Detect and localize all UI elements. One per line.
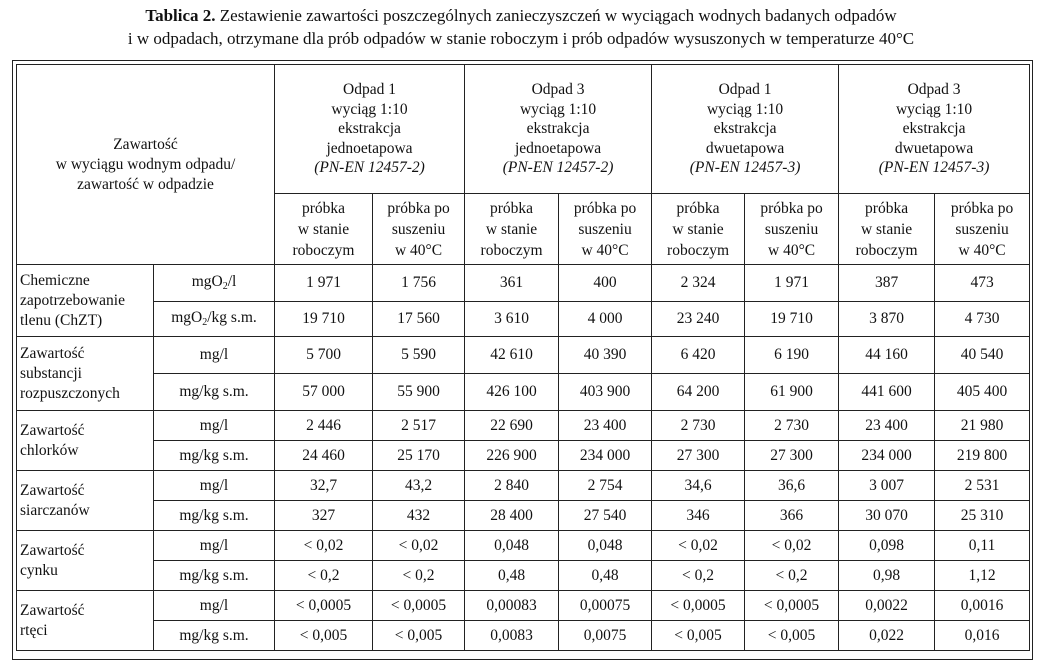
value-cell: 2 730 (652, 411, 745, 441)
value-cell: 3 870 (839, 302, 935, 337)
unit-cell: mg/l (154, 531, 275, 561)
unit-cell: mg/kg s.m. (154, 441, 275, 471)
value-cell: 1 756 (373, 265, 465, 302)
subheader-dried-40c: próbka po suszeniu w 40°C (935, 194, 1030, 265)
value-cell: 0,00083 (465, 591, 559, 621)
value-cell: 27 300 (745, 441, 839, 471)
subheader-working-state: próbka w stanie roboczym (465, 194, 559, 265)
group-header: Odpad 3 wyciąg 1:10 ekstrakcja dwuetapowa (PN-EN 12457-3) (839, 65, 1030, 194)
parameter-label: Zawartość cynku (17, 531, 154, 591)
value-cell: 441 600 (839, 374, 935, 411)
value-cell: 32,7 (275, 471, 373, 501)
value-cell: 405 400 (935, 374, 1030, 411)
value-cell: 432 (373, 501, 465, 531)
value-cell: 42 610 (465, 337, 559, 374)
value-cell: < 0,02 (275, 531, 373, 561)
unit-cell: mg/kg s.m. (154, 501, 275, 531)
value-cell: 403 900 (559, 374, 652, 411)
value-cell: 0,48 (465, 561, 559, 591)
value-cell: < 0,2 (275, 561, 373, 591)
value-cell: 6 420 (652, 337, 745, 374)
value-cell: 27 540 (559, 501, 652, 531)
value-cell: 361 (465, 265, 559, 302)
value-cell: < 0,2 (652, 561, 745, 591)
value-cell: 2 840 (465, 471, 559, 501)
value-cell: 3 610 (465, 302, 559, 337)
value-cell: 219 800 (935, 441, 1030, 471)
value-cell: 1,12 (935, 561, 1030, 591)
value-cell: 346 (652, 501, 745, 531)
value-cell: < 0,005 (745, 621, 839, 651)
value-cell: 0,022 (839, 621, 935, 651)
value-cell: 226 900 (465, 441, 559, 471)
value-cell: 23 400 (559, 411, 652, 441)
value-cell: 2 754 (559, 471, 652, 501)
value-cell: 0,0083 (465, 621, 559, 651)
unit-cell: mgO$_2$/l (154, 265, 275, 302)
value-cell: 22 690 (465, 411, 559, 441)
value-cell: 0,048 (559, 531, 652, 561)
parameter-label: Zawartość chlorków (17, 411, 154, 471)
parameter-label: Zawartość rtęci (17, 591, 154, 651)
subheader-dried-40c: próbka po suszeniu w 40°C (745, 194, 839, 265)
subheader-working-state: próbka w stanie roboczym (839, 194, 935, 265)
corner-header: Zawartość w wyciągu wodnym odpadu/ zawartość w odpadzie (17, 65, 275, 265)
value-cell: 366 (745, 501, 839, 531)
value-cell: 473 (935, 265, 1030, 302)
value-cell: 64 200 (652, 374, 745, 411)
value-cell: 21 980 (935, 411, 1030, 441)
value-cell: 0,0075 (559, 621, 652, 651)
value-cell: 30 070 (839, 501, 935, 531)
unit-cell: mg/kg s.m. (154, 621, 275, 651)
value-cell: < 0,2 (745, 561, 839, 591)
subheader-working-state: próbka w stanie roboczym (275, 194, 373, 265)
caption-label: Tablica 2. (145, 6, 216, 25)
value-cell: 44 160 (839, 337, 935, 374)
group-header: Odpad 1 wyciąg 1:10 ekstrakcja dwuetapowa (PN-EN 12457-3) (652, 65, 839, 194)
value-cell: 387 (839, 265, 935, 302)
value-cell: 0,98 (839, 561, 935, 591)
value-cell: 0,098 (839, 531, 935, 561)
value-cell: 234 000 (839, 441, 935, 471)
value-cell: 2 517 (373, 411, 465, 441)
value-cell: 2 730 (745, 411, 839, 441)
value-cell: < 0,0005 (652, 591, 745, 621)
value-cell: 234 000 (559, 441, 652, 471)
value-cell: 0,0016 (935, 591, 1030, 621)
value-cell: < 0,005 (652, 621, 745, 651)
value-cell: 61 900 (745, 374, 839, 411)
group-header: Odpad 1 wyciąg 1:10 ekstrakcja jednoetapowa (PN-EN 12457-2) (275, 65, 465, 194)
value-cell: 4 000 (559, 302, 652, 337)
group-header: Odpad 3 wyciąg 1:10 ekstrakcja jednoetapowa (PN-EN 12457-2) (465, 65, 652, 194)
value-cell: 0,048 (465, 531, 559, 561)
value-cell: < 0,02 (373, 531, 465, 561)
value-cell: 0,11 (935, 531, 1030, 561)
value-cell: 23 240 (652, 302, 745, 337)
data-table (16, 64, 1030, 651)
value-cell: < 0,005 (373, 621, 465, 651)
caption-line-2: i w odpadach, otrzymane dla prób odpadów w stanie roboczym i prób odpadów wysuszonych w temperaturze 40°C (127, 29, 915, 48)
value-cell: < 0,0005 (373, 591, 465, 621)
subheader-working-state: próbka w stanie roboczym (652, 194, 745, 265)
value-cell: 34,6 (652, 471, 745, 501)
value-cell: 40 390 (559, 337, 652, 374)
value-cell: < 0,2 (373, 561, 465, 591)
subheader-dried-40c: próbka po suszeniu w 40°C (373, 194, 465, 265)
value-cell: 5 590 (373, 337, 465, 374)
value-cell: 25 310 (935, 501, 1030, 531)
value-cell: 6 190 (745, 337, 839, 374)
value-cell: 24 460 (275, 441, 373, 471)
value-cell: 0,016 (935, 621, 1030, 651)
value-cell: 1 971 (275, 265, 373, 302)
value-cell: < 0,02 (652, 531, 745, 561)
value-cell: 1 971 (745, 265, 839, 302)
value-cell: 28 400 (465, 501, 559, 531)
table-frame (12, 60, 1033, 660)
value-cell: 400 (559, 265, 652, 302)
caption-line-1: Zestawienie zawartości poszczególnych zanieczyszczeń w wyciągach wodnych badanych odpadów (219, 6, 897, 25)
unit-cell: mg/l (154, 411, 275, 441)
unit-cell: mg/kg s.m. (154, 561, 275, 591)
value-cell: 17 560 (373, 302, 465, 337)
unit-cell: mg/kg s.m. (154, 374, 275, 411)
value-cell: < 0,0005 (745, 591, 839, 621)
subheader-dried-40c: próbka po suszeniu w 40°C (559, 194, 652, 265)
value-cell: 27 300 (652, 441, 745, 471)
value-cell: 3 007 (839, 471, 935, 501)
value-cell: < 0,0005 (275, 591, 373, 621)
value-cell: 426 100 (465, 374, 559, 411)
value-cell: 2 324 (652, 265, 745, 302)
parameter-label: Zawartość siarczanów (17, 471, 154, 531)
table-caption (0, 4, 1042, 50)
value-cell: 55 900 (373, 374, 465, 411)
value-cell: 25 170 (373, 441, 465, 471)
value-cell: 5 700 (275, 337, 373, 374)
value-cell: 43,2 (373, 471, 465, 501)
unit-cell: mg/l (154, 337, 275, 374)
parameter-label: Chemiczne zapotrzebowanie tlenu (ChZT) (17, 265, 154, 337)
unit-cell: mg/l (154, 471, 275, 501)
value-cell: 327 (275, 501, 373, 531)
value-cell: 0,0022 (839, 591, 935, 621)
value-cell: 19 710 (745, 302, 839, 337)
value-cell: 0,00075 (559, 591, 652, 621)
unit-cell: mgO$_2$/kg s.m. (154, 302, 275, 337)
value-cell: 4 730 (935, 302, 1030, 337)
value-cell: 40 540 (935, 337, 1030, 374)
value-cell: 2 531 (935, 471, 1030, 501)
parameter-label: Zawartość substancji rozpuszczonych (17, 337, 154, 411)
value-cell: 19 710 (275, 302, 373, 337)
value-cell: < 0,005 (275, 621, 373, 651)
value-cell: 57 000 (275, 374, 373, 411)
value-cell: < 0,02 (745, 531, 839, 561)
value-cell: 0,48 (559, 561, 652, 591)
value-cell: 36,6 (745, 471, 839, 501)
unit-cell: mg/l (154, 591, 275, 621)
value-cell: 23 400 (839, 411, 935, 441)
value-cell: 2 446 (275, 411, 373, 441)
